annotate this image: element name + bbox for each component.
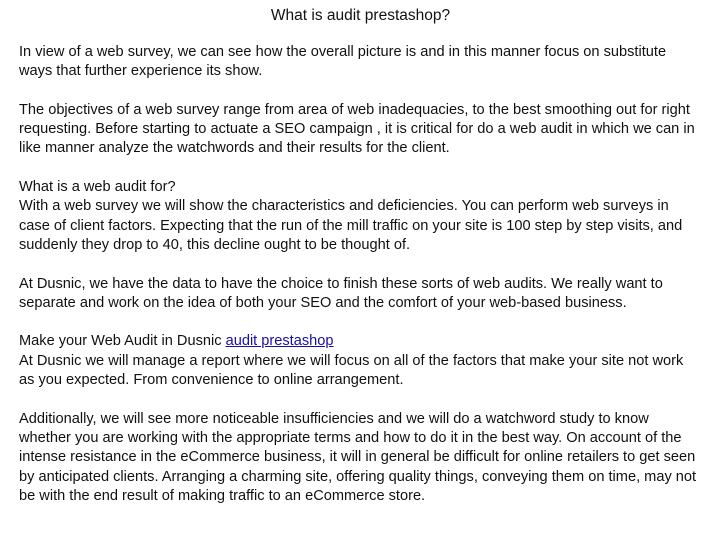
section-heading-web-audit-for: What is a web audit for? (19, 179, 176, 196)
paragraph-make-audit (19, 332, 702, 390)
paragraph-objectives: The objectives of a web survey range from area of web inadequacies, to the best smoothing out for right requesting. Before starting to actuate a SEO campaign , it is critical for do a web audit in which we can in like manner analyze the watchwords and their results for the client. (19, 101, 695, 157)
audit-prestashop-link[interactable]: audit prestashop (225, 333, 334, 350)
paragraph-report-body: At Dusnic we will manage a report where we will focus on all of the factors that make your site not work as you expected. From convenience to online arrangement. (19, 352, 684, 389)
page-title: What is audit prestashop? (270, 7, 451, 24)
make-audit-lead: Make your Web Audit in Dusnic (19, 333, 222, 350)
paragraph-additionally: Additionally, we will see more noticeable insufficiencies and we will do a watchword study to know whether you are working with the appropriate terms and how to do it in the best way. On account of the intense resistance in the eCommerce business, it will in general be difficult for online retailers to get seen by anticipated clients. Arranging a charming site, offering quality things, conveying them on time, may not be with the end result of making traffic to an eCommerce store. (19, 410, 697, 504)
paragraph-web-audit-body: With a web survey we will show the characteristics and deficiencies. You can perform web surveys in case of client factors. Expecting that the run of the mill traffic on your site is 100 step by step visits, and suddenly they drop to 40, this decline ought to be thought of. (19, 198, 683, 253)
paragraph-web-audit-for (19, 178, 702, 255)
make-audit-line (19, 332, 702, 351)
paragraph-dusnic: At Dusnic, we have the data to have the choice to finish these sorts of web audits. We really want to separate and work on the idea of both your SEO and the comfort of your web-based business. (19, 275, 663, 311)
paragraph-intro: In view of a web survey, we can see how the overall picture is and in this manner focus on substitute ways that further experience its show. (19, 44, 667, 80)
